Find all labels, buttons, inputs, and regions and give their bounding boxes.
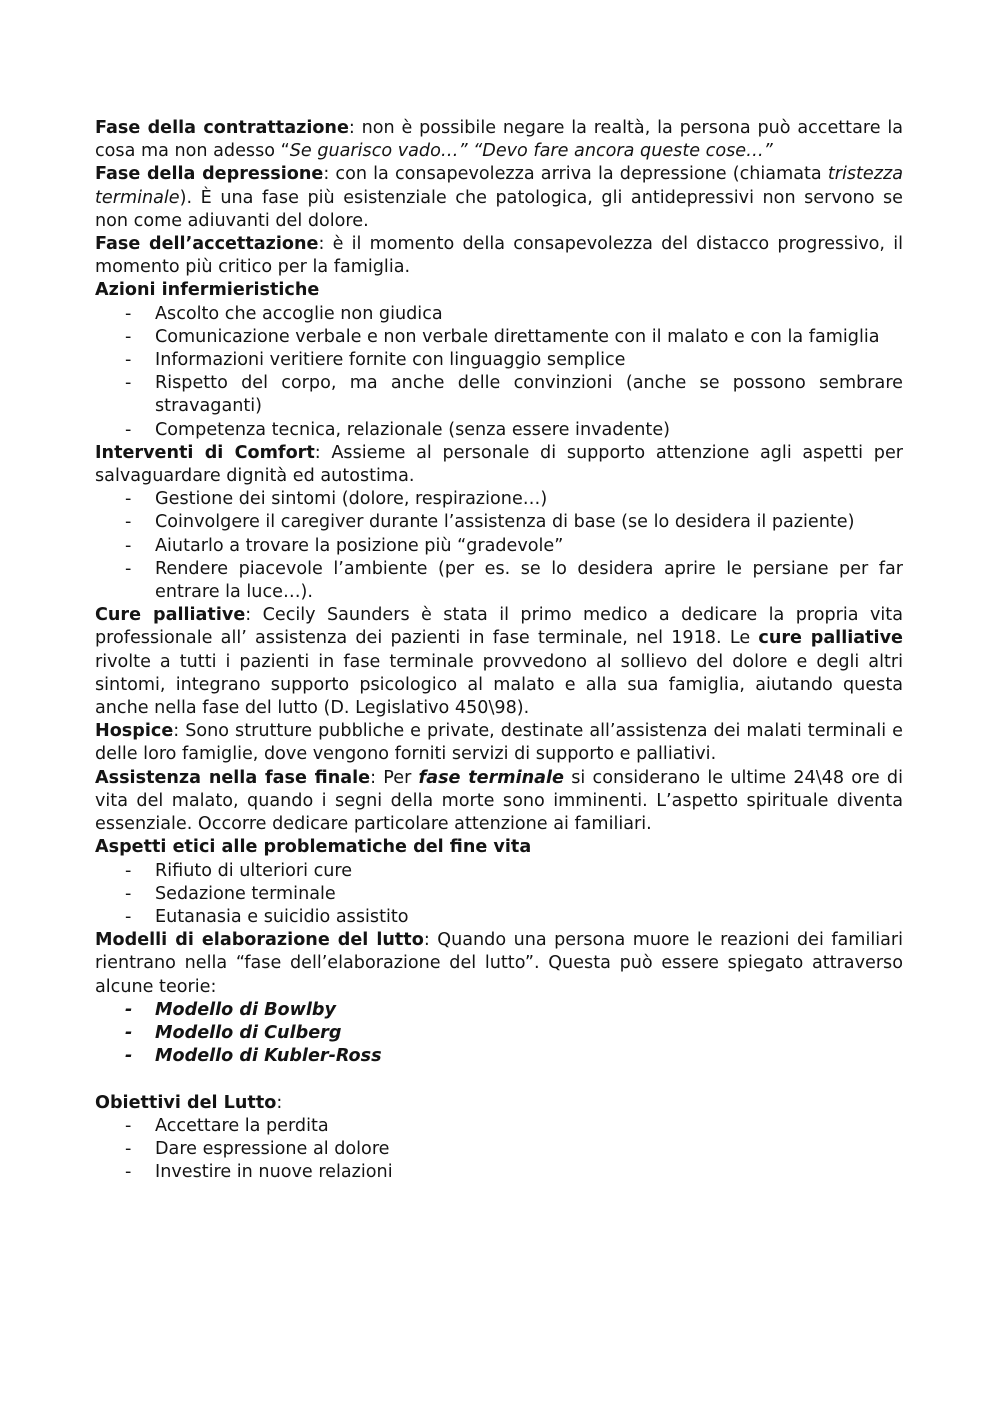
list-obiettivi [95,1115,903,1185]
list-item [95,1115,903,1138]
list-item-text: Modello di Culberg [155,1022,342,1043]
list-item [95,535,903,558]
list-dash: - [125,1138,132,1159]
list-item [95,860,903,883]
blank-line [95,1068,903,1091]
heading-contrattazione: Fase della contrattazione [95,118,349,138]
heading-hospice: Hospice [95,721,174,742]
list-item [95,326,903,349]
list-dash: - [125,350,132,371]
list-item-text: Accettare la perdita [155,1115,329,1136]
list-item-text: Competenza tecnica, relazionale (senza essere invadente) [155,419,671,440]
list-item [95,419,903,442]
heading-etici: Aspetti etici alle problematiche del fine vita [95,837,532,858]
list-item [95,1138,903,1161]
list-dash: - [125,419,132,440]
paragraph-modelli [95,929,903,999]
list-dash: - [125,326,132,347]
document-page [95,117,903,1184]
list-comfort [95,488,903,604]
heading-azioni: Azioni infermieristiche [95,280,320,301]
list-modelli [95,999,903,1069]
list-item-text: Rendere piacevole l’ambiente (per es. se lo desidera aprire le persiane per far entrare la luce…). [155,558,903,603]
paragraph-contrattazione [95,117,903,163]
term-fase-terminale: fase terminale [418,767,564,788]
paragraph-hospice [95,720,903,766]
term-cure-palliative: cure palliative [758,628,903,649]
list-dash: - [125,883,132,904]
list-item [95,1161,903,1184]
list-item [95,558,903,604]
list-dash: - [125,1162,132,1183]
heading-accettazione: Fase dell’accettazione [95,234,319,255]
term-tristezza-terminale: tristezza terminale [95,164,903,208]
list-dash: - [125,999,133,1020]
quote-contrattazione: Se guarisco vado…” “Devo fare ancora queste cose…” [289,141,773,162]
paragraph-fase-finale [95,767,903,837]
list-item-text: Gestione dei sintomi (dolore, respirazione…) [155,489,548,510]
text-modelli: : Quando una persona muore le reazioni dei familiari rientrano nella “fase dell’elaborazione del lutto”. Questa può essere spiegato attraverso alcune teorie: [95,930,904,997]
paragraph-cure-palliative [95,604,903,720]
list-item [95,883,903,906]
list-dash: - [125,535,132,556]
list-item [95,1045,903,1068]
list-dash: - [125,906,132,927]
list-dash: - [125,489,132,510]
paragraph-depressione [95,163,903,233]
heading-fase-finale: Assistenza nella fase finale [95,767,371,788]
heading-depressione: Fase della depressione [95,164,324,185]
text-finale-2: si considerano le ultime 24\48 ore di vita del malato, quando i segni della morte sono imminenti. L’aspetto spirituale diventa essenziale. Occorre dedicare particolare attenzione ai familiari. [95,767,903,835]
paragraph-accettazione [95,233,903,279]
list-item-text: Ascolto che accoglie non giudica [155,303,443,324]
list-dash: - [125,512,132,533]
list-item [95,488,903,511]
list-item-text: Modello di Bowlby [155,999,336,1020]
text-obiettivi: : [276,1092,283,1113]
text-hospice: : Sono strutture pubbliche e private, destinate all’assistenza dei malati terminali e delle loro famiglie, dove vengono forniti servizi di supporto e palliativi. [95,721,903,765]
list-item-text: Eutanasia e suicidio assistito [155,906,409,927]
heading-obiettivi: Obiettivi del Lutto [95,1092,277,1113]
text-depressione-2: ). È una fase più esistenziale che patologica, gli antidepressivi non servono se non come adiuvanti del dolore. [95,187,903,231]
heading-modelli: Modelli di elaborazione del lutto [95,930,424,951]
paragraph-comfort [95,442,903,488]
list-item [95,511,903,534]
paragraph-azioni [95,279,903,302]
text-cure-2: rivolte a tutti i pazienti in fase terminale provvedono al sollievo del dolore e degli altri sintomi, integrano supporto psicologico al malato e alla sua famiglia, aiutando questa anche nella fase del lutto (D. Legislativo 450\98). [95,651,903,719]
list-item [95,999,903,1022]
list-dash: - [125,1022,133,1043]
list-dash: - [125,558,132,579]
list-item-text: Comunicazione verbale e non verbale direttamente con il malato e con la famiglia [155,326,880,347]
list-item-text: Aiutarlo a trovare la posizione più “gradevole” [155,535,564,556]
text-finale-1: : Per [370,767,419,788]
paragraph-obiettivi [95,1092,903,1115]
text-cure-1: : Cecily Saunders è stata il primo medico a dedicare la propria vita professionale all’ assistenza dei pazienti in fase terminale, nel 1918. Le [95,605,903,649]
list-item [95,303,903,326]
text-contrattazione: : non è possibile negare la realtà, la persona può accettare la cosa ma non adesso “ [95,118,903,162]
list-item-text: Rifiuto di ulteriori cure [155,860,353,881]
list-dash: - [125,1046,133,1067]
list-item-text: Coinvolgere il caregiver durante l’assistenza di base (se lo desidera il paziente) [155,512,855,533]
text-accettazione: : è il momento della consapevolezza del distacco progressivo, il momento più critico per la famiglia. [95,234,903,278]
list-item [95,372,903,418]
list-item [95,349,903,372]
heading-comfort: Interventi di Comfort [95,442,315,463]
list-dash: - [125,1115,132,1136]
list-dash: - [125,860,132,881]
list-item-text: Investire in nuove relazioni [155,1162,393,1183]
list-item-text: Informazioni veritiere fornite con linguaggio semplice [155,350,626,371]
list-azioni [95,303,903,442]
list-dash: - [125,303,132,324]
list-item-text: Rispetto del corpo, ma anche delle convinzioni (anche se possono sembrare stravaganti) [155,373,903,417]
text-depressione-1: : con la consapevolezza arriva la depressione (chiamata [323,164,828,185]
list-item [95,906,903,929]
list-item-text: Sedazione terminale [155,883,336,904]
list-dash: - [125,373,132,394]
list-item-text: Dare espressione al dolore [155,1138,390,1159]
paragraph-etici [95,836,903,859]
text-comfort: : Assieme al personale di supporto attenzione agli aspetti per salvaguardare dignità ed autostima. [95,442,903,487]
list-item-text: Modello di Kubler-Ross [155,1046,382,1067]
list-item [95,1022,903,1045]
heading-cure-palliative: Cure palliative [95,605,246,626]
list-etici [95,860,903,930]
